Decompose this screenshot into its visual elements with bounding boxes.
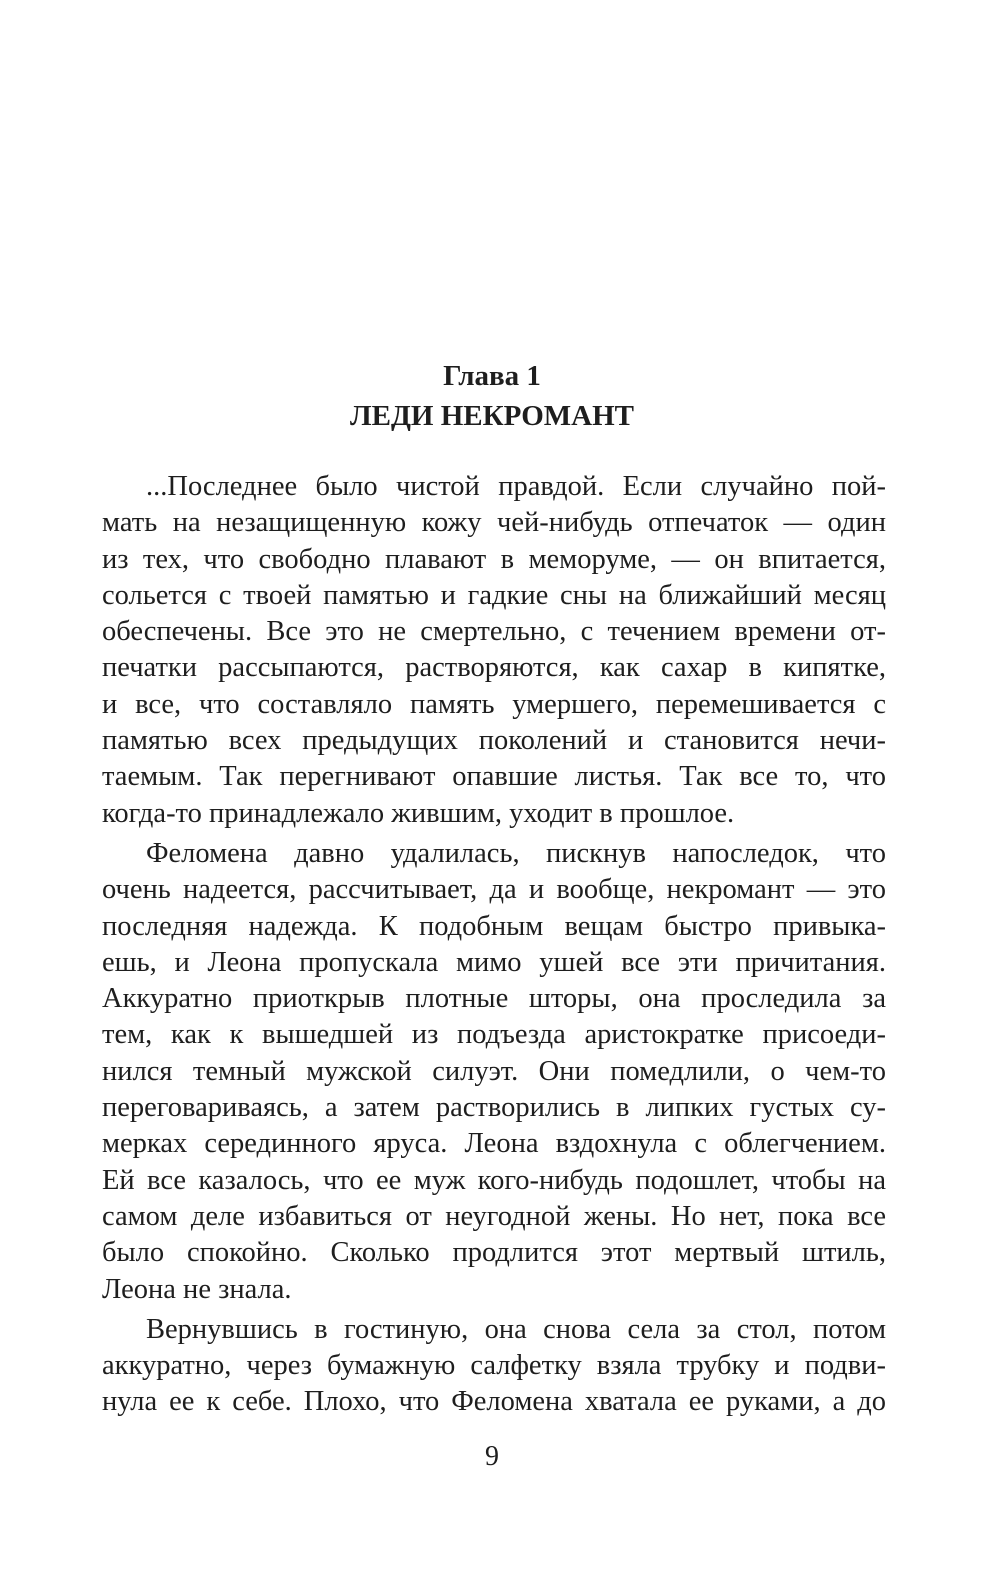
text-line: мать на незащищенную кожу чей-нибудь отпечаток — один xyxy=(102,507,886,539)
text-line: Леона не знала. xyxy=(102,1273,292,1305)
text-line: ...Последнее было чистой правдой. Если случайно пой- xyxy=(146,471,886,502)
text-line: переговариваясь, а затем растворились в липких густых су- xyxy=(102,1092,886,1124)
chapter-title: ЛЕДИ НЕКРОМАНТ xyxy=(350,400,634,432)
text-line: таемым. Так перегнивают опавшие листья. Так все то, что xyxy=(102,761,886,793)
text-line: Феломена давно удалилась, пискнув напоследок, что xyxy=(146,837,886,869)
text-line: очень надеется, рассчитывает, да и вообще, некромант — это xyxy=(102,874,886,906)
text-line: Аккуратно приоткрыв плотные шторы, она проследила за xyxy=(102,983,886,1015)
text-line: из тех, что свободно плавают в меморуме, — он впитается, xyxy=(102,543,886,575)
text-line: тем, как к вышедшей из подъезда аристократке присоеди- xyxy=(102,1019,886,1051)
text-line: аккуратно, через бумажную салфетку взяла трубку и подви- xyxy=(102,1350,886,1382)
text-line: сольется с твоей памятью и гадкие сны на ближайший месяц xyxy=(102,579,886,611)
paragraph xyxy=(102,836,886,1308)
text-line: когда-то принадлежало жившим, уходит в прошлое. xyxy=(102,797,735,829)
text-line: было спокойно. Сколько продлится этот мертвый штиль, xyxy=(102,1237,886,1269)
text-line: и все, что составляло память умершего, перемешивается с xyxy=(102,688,886,720)
text-line: ешь, и Леона пропускала мимо ушей все эти причитания. xyxy=(102,946,886,978)
text-line: печатки рассыпаются, растворяются, как сахар в кипятке, xyxy=(102,652,886,684)
text-line: мерках серединного яруса. Леона вздохнула с облегчением. xyxy=(102,1128,886,1160)
paragraph xyxy=(102,469,886,832)
paragraph xyxy=(102,1312,886,1421)
text-line: обеспечены. Все это не смертельно, с течением времени от- xyxy=(102,616,886,648)
text-line: последняя надежда. К подобным вещам быстро привыка- xyxy=(102,910,886,942)
text-line: самом деле избавиться от неугодной жены. Но нет, пока все xyxy=(102,1200,886,1232)
text-line: нился темный мужской силуэт. Они помедлили, о чем-то xyxy=(102,1055,886,1087)
text-line: памятью всех предыдущих поколений и становится нечи- xyxy=(102,725,886,757)
text-line: нула ее к себе. Плохо, что Феломена хватала ее руками, а до xyxy=(102,1386,886,1418)
text-line: Вернувшись в гостиную, она снова села за стол, потом xyxy=(146,1313,886,1345)
page-number: 9 xyxy=(485,1441,499,1472)
text-line: Ей все казалось, что ее муж кого-нибудь подошлет, чтобы на xyxy=(102,1164,886,1196)
chapter-number: Глава 1 xyxy=(443,360,541,392)
body-text xyxy=(102,469,886,1421)
